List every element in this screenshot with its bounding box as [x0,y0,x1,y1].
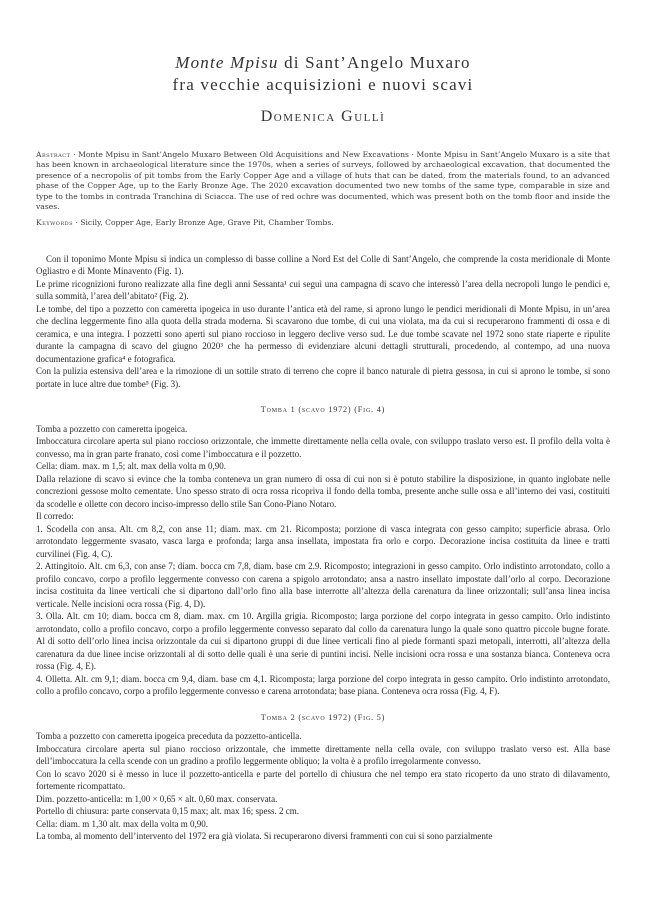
section-heading-tomba-1: Tomba 1 (scavo 1972) (Fig. 4) [260,405,386,415]
tomba-2-section [36,730,610,843]
tomba-2-line: Imboccatura circolare aperta sul piano roccioso orizzontale, che immette direttamente nella cella ovale, con sviluppo traslato verso est. Alla base dell’imboccatura la cella scende con un gradino a profilo leggermente obliquo; la volta è a profilo irregolarmente convesso. [36,743,610,767]
title-italic: Monte Mpisu [175,53,279,72]
tomba-1-line: Dalla relazione di scavo si evince che la tomba conteneva un gran numero di ossa di cui non si è potuto stabilire la disposizione, in quanto inglobate nelle concrezioni gessose molto cementate. Uno spesso strato di ocra rossa ricopriva il fondo della tomba, presente anche sulle ossa e all’interno dei vasi, costituiti da scodelle e ollette con decoro inciso-impresso dello stile San Cono-Piano Notaro. [36,473,610,509]
abstract-label: Abstract [36,150,71,159]
keywords [36,218,610,228]
tomba-1-line: Tomba a pozzetto con cameretta ipogeica. [36,423,188,434]
tomba-1-line: Imboccatura circolare aperta sul piano roccioso orizzontale, che immette direttamente nella cella ovale, con sviluppo traslato verso est. Il profilo della volta è convesso, ma in gran parte franato, così come l’imboccatura e il pozzetto. [36,436,610,459]
intro-paragraph: Le tombe, del tipo a pozzetto con cameretta ipogeica in uso durante l’antica età del rame, si aprono lungo le pendici meridionali di Monte Mpisu, in un’area che declina leggermente fino alla quota della strada moderna. Si scavarono due tombe, di cui una violata, ma da cui si recuperarono frammenti di ossa e di ceramica, e una integra. I pozzetti sono aperti sul piano roccioso in leggero declive verso sud. Le due tombe scavate nel 1972 sono state riaperte e ripulite durante la campagna di scavo del giugno 2020³ che ha permesso di evidenziare alcuni dettagli strutturali, procedendo, al contempo, ad una nuova documentazione grafica⁴ e fotografica. [36,303,610,364]
tomba-1-line: Il corredo: [36,511,74,522]
tomba-1-section [36,423,610,698]
tomba-1-line: 4. Olletta. Alt. cm 9,1; diam. bocca cm 9,4, diam. base cm 4,1. Ricomposta; larga porzione del corpo integrata in gesso campito. Orlo indistinto arrotondato, collo a profilo concavo, corpo a profilo leggermente convesso e carena arrotondata; base piana. Conteneva ocra rossa (Fig. 4, F). [36,673,610,697]
keywords-text: · Sicily, Copper Age, Early Bronze Age, Grave Pit, Chamber Tombs. [73,218,334,228]
author-name: Domenica Gullì [260,108,386,125]
title-line-2: fra vecchie acquisizioni e nuovi scavi [172,75,474,94]
intro-paragraph: Con il toponimo Monte Mpisu si indica un complesso di basse colline a Nord Est del Colle di Sant’Angelo, che comprende la costa meridionale di Monte Ogliastro e di Monte Minavento (Fig. 1). [36,253,610,277]
tomba-1-line: 1. Scodella con ansa. Alt. cm 8,2, con anse 11; diam. max. cm 21. Ricomposta; porzione di vasca integrata con gesso campito; superficie abrasa. Orlo arrotondato leggermente svasato, vasca larga e profonda; larga ansa insellata, impostata fra orlo e corpo. Decorazione incisa costituita da linee e tratti curvilinei (Fig. 4, C). [36,523,610,559]
tomba-2-line: Tomba a pozzetto con cameretta ipogeica preceduta da pozzetto-anticella. [36,731,302,742]
intro-paragraph: Con la pulizia estensiva dell’area e la rimozione di un sottile strato di terreno che copre il banco naturale di pietra gessosa, in cui si aprono le tombe, si sono portate in luce altre due tombe⁵ (Fig. 3). [36,366,610,389]
tomba-1-line: 2. Attingitoio. Alt. cm 6,3, con anse 7; diam. bocca cm 7,8, diam. base cm 2.9. Ricomposto; integrazioni in gesso campito. Orlo indistinto arrotondato, collo a profilo concavo, corpo a profilo leggermente convesso con carena a spigolo arrotondato; ansa a nastro insellato impostate dall’orlo al corpo. Decorazione incisa costituita da linee verticali che si dipartono dall’orlo fino alla base interrotte all’altezza della carenatura da linee orizzontali; sull’ansa linea incisa verticale. Nelle incisioni ocra rossa (Fig. 4, D). [36,561,610,609]
intro-paragraph: Le prime ricognizioni furono realizzate alla fine degli anni Sessanta¹ cui seguì una campagna di scavo che interessò l’area della necropoli lungo le pendici e, sulla sommità, l’area dell’abitato² (Fig. 2). [36,278,610,302]
title-line-1 [36,52,610,74]
article-body [36,253,610,843]
keywords-label: Keywords [36,218,74,228]
article-title [36,52,610,96]
tomba-2-line: Cella: diam. m 1,30 alt. max della volta m 0,90. [36,818,208,829]
tomba-1-line: Cella: diam. max. m 1,5; alt. max della volta m 0,90. [36,461,226,472]
title-rest: di Sant’Angelo Muxaro [278,53,471,72]
tomba-2-line: Portello di chiusura: parte conservata 0,15 max; alt. max 16; spess. 2 cm. [36,806,299,817]
tomba-2-line: La tomba, al momento dell’intervento del 1972 era già violata. Si recuperarono diversi frammenti con cui si sono parzialmente [36,831,493,842]
abstract-text: · Monte Mpisu in Sant’Angelo Muxaro Between Old Acquisitions and New Excavations · Monte Mpisu in Sant’Angelo Muxaro is a site that has been known in archaeological literature since the 1970s, when a series of surveys, followed by archaeological excavation, that documented the presence of a necropolis of pit tombs from the Early Copper Age and a village of huts that can be dated, from the materials found, to an advanced phase of the Copper Age, up to the Early Bronze Age. The 2020 excavation documented two new tombs of the same type, comparable in size and type to the tombs in contrada Tranchina di Sciacca. The use of red ochre was documented, which was present both on the tomb floor and inside the vases. [36,150,610,212]
abstract [36,150,610,212]
tomba-2-line: Dim. pozzetto-anticella: m 1,00 × 0,65 × alt. 0,60 max. conservata. [36,793,278,804]
tomba-1-line: 3. Olla. Alt. cm 10; diam. bocca cm 8, diam. max. cm 10. Argilla grigia. Ricomposto; larga porzione del corpo integrata in gesso campito. Orlo indistinto arrotondato, collo a profilo concavo, corpo a profilo leggermente convesso separato dal collo da carenatura lungo la quale sono quattro piccole bugne forate. Al di sotto dell’orlo linea incisa orizzontale da cui si dipartono gruppi di due linee verticali fino al piede formanti spazi metopali, interrotti, all’altezza della carenatura da due linee incise orizzontali al di sotto delle quali è una serie di puntini incisi. Nelle incisioni ocra rossa e una sostanza bianca. Conteneva ocra rossa (Fig. 4, E). [36,611,610,672]
section-heading-tomba-2: Tomba 2 (scavo 1972) (Fig. 5) [260,712,386,722]
tomba-2-line: Con lo scavo 2020 si è messo in luce il pozzetto-anticella e parte del portello di chiusura che nel tempo era stato ricoperto da uno strato di dilavamento, fortemente ricompattato. [36,768,610,792]
